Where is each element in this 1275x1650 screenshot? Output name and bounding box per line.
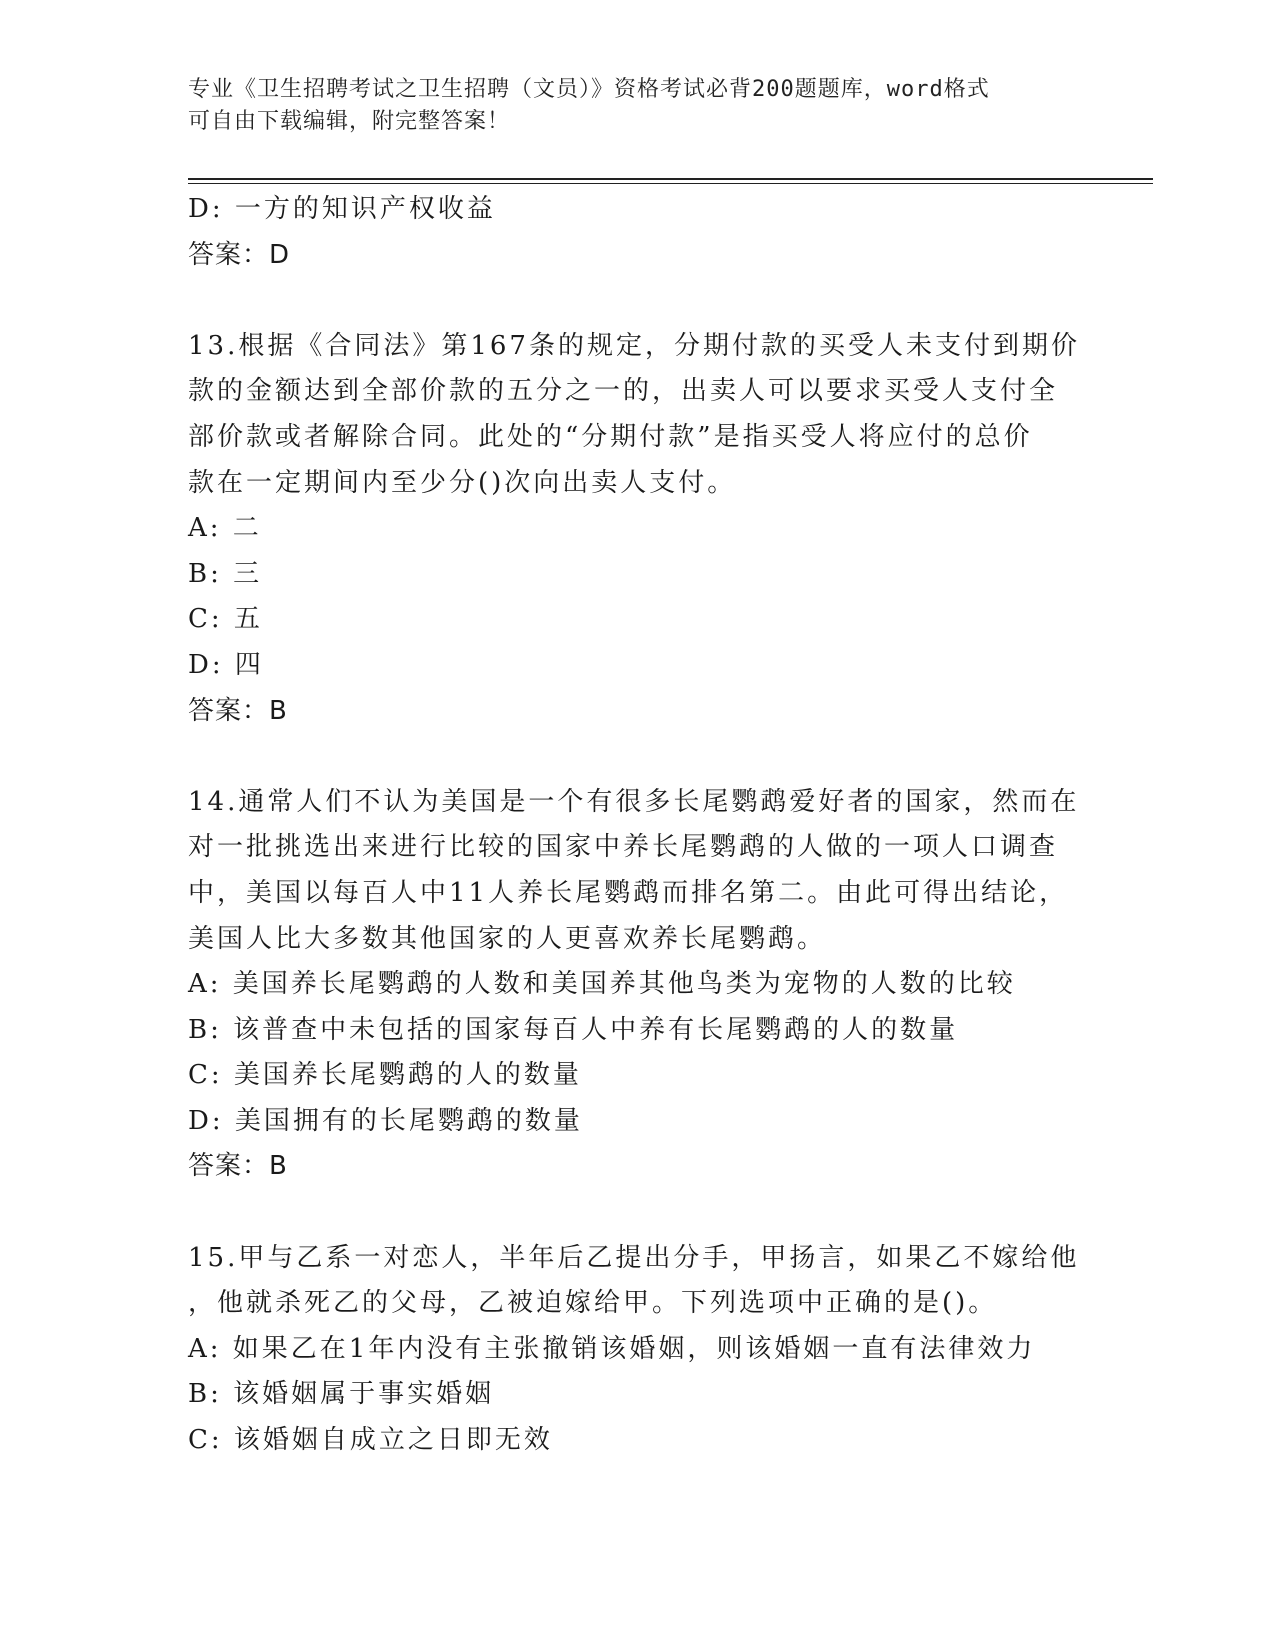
header-divider-thick xyxy=(188,178,1153,180)
q15-option-b: B: 该婚姻属于事实婚姻 xyxy=(188,1379,495,1410)
q15-stem-line: 15.甲与乙系一对恋人，半年后乙提出分手，甲扬言，如果乙不嫁给他 xyxy=(188,1242,1080,1273)
document-header xyxy=(188,74,1088,138)
q13-stem-line: 款的金额达到全部价款的五分之一的，出卖人可以要求买受人支付全 xyxy=(188,376,1059,407)
spacer xyxy=(188,1190,1088,1236)
q14-stem-line: 14.通常人们不认为美国是一个有很多长尾鹦鹉爱好者的国家，然而在 xyxy=(188,786,1080,817)
q12-answer: 答案：D xyxy=(188,239,291,270)
q14-stem-line: 中，美国以每百人中11人养长尾鹦鹉而排名第二。由此可得出结论， xyxy=(188,877,1069,908)
question-14 xyxy=(188,780,1088,1190)
spacer xyxy=(188,278,1088,324)
q13-stem-line: 款在一定期间内至少分()次向出卖人支付。 xyxy=(188,467,737,498)
q15-stem-line: ，他就杀死乙的父母，乙被迫嫁给甲。下列选项中正确的是()。 xyxy=(188,1288,998,1319)
q14-option-b: B: 该普查中未包括的国家每百人中养有长尾鹦鹉的人的数量 xyxy=(188,1014,959,1045)
q15-option-c: C: 该婚姻自成立之日即无效 xyxy=(188,1425,553,1456)
question-13 xyxy=(188,324,1088,734)
q13-stem-line: 部价款或者解除合同。此处的“分期付款”是指买受人将应付的总价 xyxy=(188,421,1033,452)
spacer xyxy=(188,734,1088,780)
header-title-line-1: 专业《卫生招聘考试之卫生招聘（文员）》资格考试必背200题题库，word格式 xyxy=(188,77,990,102)
q15-option-a: A: 如果乙在1年内没有主张撤销该婚姻，则该婚姻一直有法律效力 xyxy=(188,1333,1036,1364)
q14-stem-line: 美国人比大多数其他国家的人更喜欢养长尾鹦鹉。 xyxy=(188,923,827,954)
q14-option-c: C: 美国养长尾鹦鹉的人的数量 xyxy=(188,1060,582,1091)
q13-answer: 答案：B xyxy=(188,695,288,726)
question-15 xyxy=(188,1236,1088,1464)
q14-option-d: D: 美国拥有的长尾鹦鹉的数量 xyxy=(188,1105,583,1136)
q14-stem-line: 对一批挑选出来进行比较的国家中养长尾鹦鹉的人做的一项人口调查 xyxy=(188,832,1059,863)
question-content xyxy=(188,187,1088,1464)
q13-stem-line: 13.根据《合同法》第167条的规定，分期付款的买受人未支付到期价 xyxy=(188,330,1080,361)
q13-option-c: C: 五 xyxy=(188,604,263,635)
q13-option-a: A: 二 xyxy=(188,513,262,544)
header-title-line-2: 可自由下载编辑，附完整答案！ xyxy=(188,109,511,134)
header-divider-thin xyxy=(188,183,1153,184)
q13-option-d: D: 四 xyxy=(188,649,264,680)
q14-answer: 答案：B xyxy=(188,1151,288,1182)
q12-option-d: D: 一方的知识产权收益 xyxy=(188,194,496,224)
q14-option-a: A: 美国养长尾鹦鹉的人数和美国养其他鸟类为宠物的人数的比较 xyxy=(188,969,1016,1000)
q13-option-b: B: 三 xyxy=(188,558,263,589)
